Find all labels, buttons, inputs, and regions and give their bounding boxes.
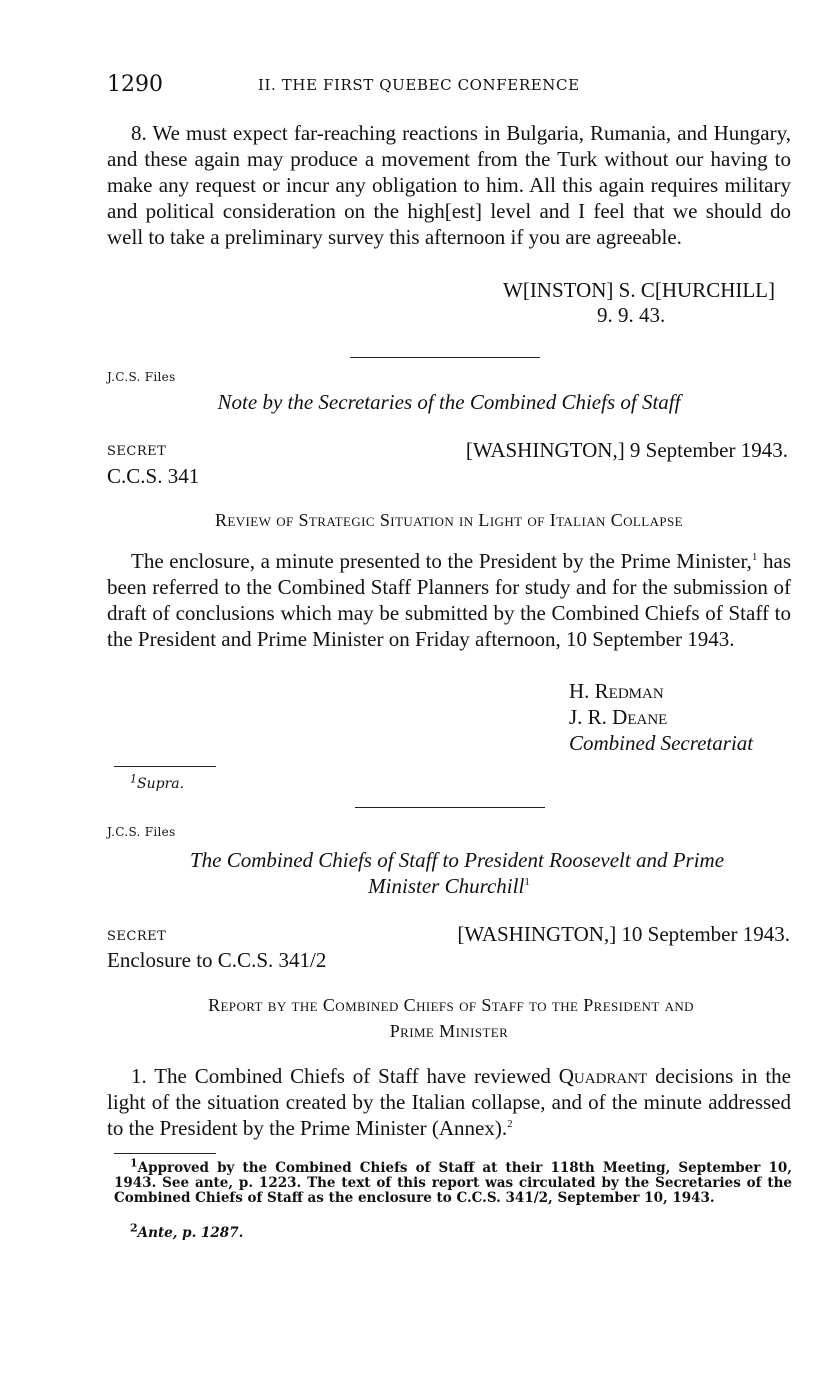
footnote-1-text: Approved by the Combined Chiefs of Staff at their 118th Meeting, September 10, 1943. See ante, p. 1223. The text of this report was circulated by the Secretaries of the Combined Chiefs of Staff as the enclosure to C.C.S. 341/2, September 10, 1943. xyxy=(114,1160,792,1206)
doc1-body-end: has been referred to the Combined Staff Planners for study and for the submission of draft of conclusions which may be submitted by the Combined Chiefs of Staff to the President and Prime Minister on Friday afternoon, 10 September 1943. xyxy=(107,549,791,651)
footnote-number: 1 xyxy=(130,772,137,786)
footnote xyxy=(130,772,185,792)
running-head: II. THE FIRST QUEBEC CONFERENCE xyxy=(258,76,580,94)
document-title-line1: The Combined Chiefs of Staff to President Roosevelt and Prime xyxy=(189,848,725,872)
footnote-1-number: 1 xyxy=(130,1156,138,1170)
footnote-2-text: Ante, p. 1287. xyxy=(137,1225,244,1241)
signature-date: 9. 9. 43. xyxy=(597,303,666,327)
quadrant-term: Quadrant xyxy=(558,1064,648,1088)
report-heading-line1: Report by the Combined Chiefs of Staff to the President and xyxy=(208,995,694,1015)
footnote-2-number: 2 xyxy=(130,1221,138,1235)
signature-churchill: W[INSTON] S. C[HURCHILL] xyxy=(503,278,776,302)
footnote-1 xyxy=(114,1156,792,1206)
signer-secretariat: Combined Secretariat xyxy=(569,731,754,755)
doc2-body-end: decisions in the light of the situation created by the Italian collapse, and of the minute addressed to the President by the Prime Minister (Annex). xyxy=(107,1064,791,1140)
source-label: J.C.S. Files xyxy=(107,825,176,839)
document-title-line2-text: Minister Churchill xyxy=(368,874,525,898)
footnote-text: Supra. xyxy=(137,776,185,792)
place-date: [WASHINGTON,] 9 September 1943. xyxy=(465,438,788,462)
report-heading-line2: Prime Minister xyxy=(389,1021,509,1041)
section-divider xyxy=(350,357,540,358)
document-title: Note by the Secretaries of the Combined Chiefs of Staff xyxy=(217,390,681,414)
footnote-rule xyxy=(114,766,216,767)
doc1-body xyxy=(107,548,791,652)
paragraph-8-text: 8. We must expect far-reaching reactions in Bulgaria, Rumania, and Hungary, and these again may produce a movement from the Turk without our having to make any request or incur any obligation to him. All this again requires military and political consideration on the high[est] level and I feel that we should do well to take a preliminary survey this afternoon if you are agreeable. xyxy=(107,121,791,249)
paragraph-8 xyxy=(107,120,791,250)
classification: SECRET xyxy=(107,444,167,459)
document-reference: C.C.S. 341 xyxy=(107,464,200,488)
page-number: 1290 xyxy=(107,72,163,97)
signer-redman: H. Redman xyxy=(569,679,664,703)
footnote-2 xyxy=(130,1221,244,1241)
source-label: J.C.S. Files xyxy=(107,370,176,384)
subject-heading: Review of Strategic Situation in Light of Italian Collapse xyxy=(215,510,683,530)
doc2-body-start: 1. The Combined Chiefs of Staff have reviewed xyxy=(131,1064,559,1088)
classification: SECRET xyxy=(107,929,167,944)
title-footnote-ref: 1 xyxy=(524,876,530,888)
section-divider xyxy=(355,807,545,808)
doc2-body xyxy=(107,1063,791,1141)
doc1-body-start: The enclosure, a minute presented to the President by the Prime Minister, xyxy=(131,549,752,573)
signer-deane: J. R. Deane xyxy=(569,705,668,729)
footnote-ref: 1 xyxy=(751,551,758,563)
place-date: [WASHINGTON,] 10 September 1943. xyxy=(457,922,790,946)
document-title-line2 xyxy=(107,874,791,899)
document-reference: Enclosure to C.C.S. 341/2 xyxy=(107,948,327,972)
footnote-rule xyxy=(114,1153,216,1154)
footnote-ref: 2 xyxy=(507,1118,513,1130)
